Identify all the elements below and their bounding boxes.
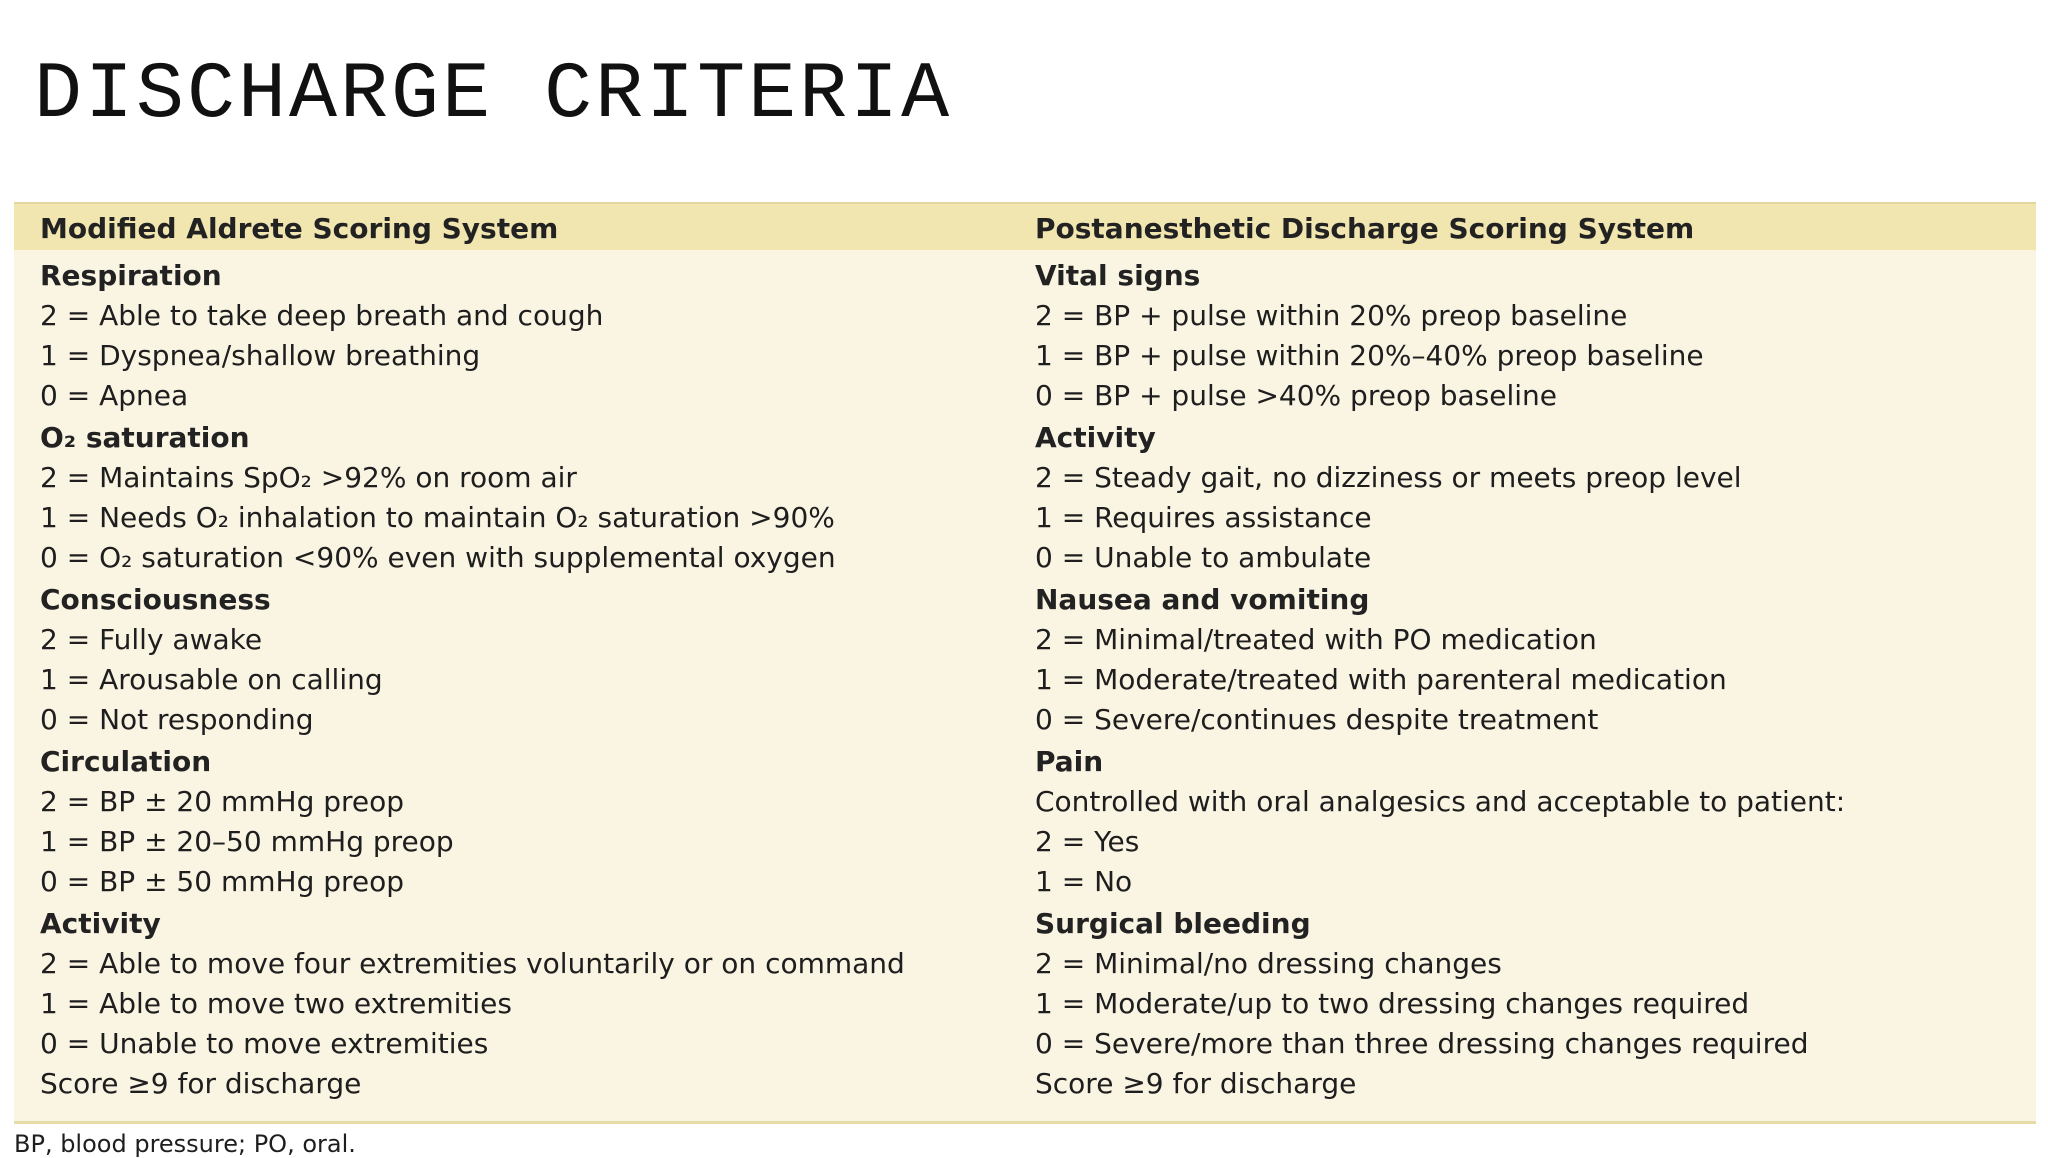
aldrete-criterion-row: 1 = Arousable on calling bbox=[40, 663, 383, 696]
aldrete-criterion-row: 2 = BP ± 20 mmHg preop bbox=[40, 785, 405, 818]
padss-criterion-row: 0 = Unable to ambulate bbox=[1035, 541, 1372, 574]
padss-criterion-row: 2 = Minimal/treated with PO medication bbox=[1035, 623, 1597, 656]
padss-criterion-row: 1 = Moderate/treated with parenteral medication bbox=[1035, 663, 1727, 696]
padss-criterion-row: Controlled with oral analgesics and acceptable to patient: bbox=[1035, 785, 1846, 818]
right-column-heading: Postanesthetic Discharge Scoring System bbox=[1035, 212, 1695, 245]
padss-section-heading: Pain bbox=[1035, 745, 1104, 778]
aldrete-section-heading: Circulation bbox=[40, 745, 212, 778]
padss-criterion-row: Score ≥9 for discharge bbox=[1035, 1067, 1357, 1100]
padss-criterion-row: 1 = BP + pulse within 20%–40% preop baseline bbox=[1035, 339, 1704, 372]
aldrete-criterion-row: 1 = Dyspnea/shallow breathing bbox=[40, 339, 481, 372]
padss-section-heading: Vital signs bbox=[1035, 259, 1201, 292]
aldrete-section-heading: Activity bbox=[40, 907, 161, 940]
aldrete-criterion-row: 0 = Unable to move extremities bbox=[40, 1027, 489, 1060]
aldrete-criterion-row: 2 = Maintains SpO₂ >92% on room air bbox=[40, 461, 577, 494]
padss-criterion-row: 1 = Moderate/up to two dressing changes required bbox=[1035, 987, 1750, 1020]
modified-aldrete-column bbox=[40, 254, 905, 1104]
aldrete-criterion-row: 2 = Able to move four extremities voluntarily or on command bbox=[40, 947, 905, 980]
table-footnote: BP, blood pressure; PO, oral. bbox=[14, 1130, 356, 1158]
aldrete-criterion-row: Score ≥9 for discharge bbox=[40, 1067, 362, 1100]
aldrete-section-heading: Respiration bbox=[40, 259, 222, 292]
page-title: DISCHARGE CRITERIA bbox=[34, 50, 953, 141]
padss-criterion-row: 2 = Steady gait, no dizziness or meets preop level bbox=[1035, 461, 1742, 494]
aldrete-criterion-row: 2 = Fully awake bbox=[40, 623, 263, 656]
padss-criterion-row: 2 = Minimal/no dressing changes bbox=[1035, 947, 1502, 980]
aldrete-criterion-row: 0 = BP ± 50 mmHg preop bbox=[40, 865, 405, 898]
aldrete-section-heading: O₂ saturation bbox=[40, 421, 250, 454]
aldrete-section-heading: Consciousness bbox=[40, 583, 271, 616]
aldrete-criterion-row: 0 = O₂ saturation <90% even with supplemental oxygen bbox=[40, 541, 836, 574]
aldrete-criterion-row: 1 = BP ± 20–50 mmHg preop bbox=[40, 825, 454, 858]
padss-section-heading: Activity bbox=[1035, 421, 1156, 454]
aldrete-criterion-row: 1 = Able to move two extremities bbox=[40, 987, 512, 1020]
padss-section-heading: Nausea and vomiting bbox=[1035, 583, 1370, 616]
padss-criterion-row: 1 = No bbox=[1035, 865, 1133, 898]
aldrete-criterion-row: 0 = Apnea bbox=[40, 379, 189, 412]
padss-section-heading: Surgical bleeding bbox=[1035, 907, 1311, 940]
discharge-criteria-table bbox=[14, 202, 2036, 1124]
padss-criterion-row: 1 = Requires assistance bbox=[1035, 501, 1372, 534]
padss-criterion-row: 0 = Severe/continues despite treatment bbox=[1035, 703, 1599, 736]
padss-criterion-row: 2 = BP + pulse within 20% preop baseline bbox=[1035, 299, 1628, 332]
aldrete-criterion-row: 2 = Able to take deep breath and cough bbox=[40, 299, 604, 332]
padss-criterion-row: 0 = Severe/more than three dressing changes required bbox=[1035, 1027, 1809, 1060]
table-header bbox=[14, 202, 2036, 250]
aldrete-criterion-row: 1 = Needs O₂ inhalation to maintain O₂ saturation >90% bbox=[40, 501, 835, 534]
postanesthetic-discharge-column bbox=[1035, 254, 1845, 1104]
aldrete-criterion-row: 0 = Not responding bbox=[40, 703, 314, 736]
padss-criterion-row: 0 = BP + pulse >40% preop baseline bbox=[1035, 379, 1558, 412]
padss-criterion-row: 2 = Yes bbox=[1035, 825, 1140, 858]
left-column-heading: Modified Aldrete Scoring System bbox=[40, 212, 559, 245]
